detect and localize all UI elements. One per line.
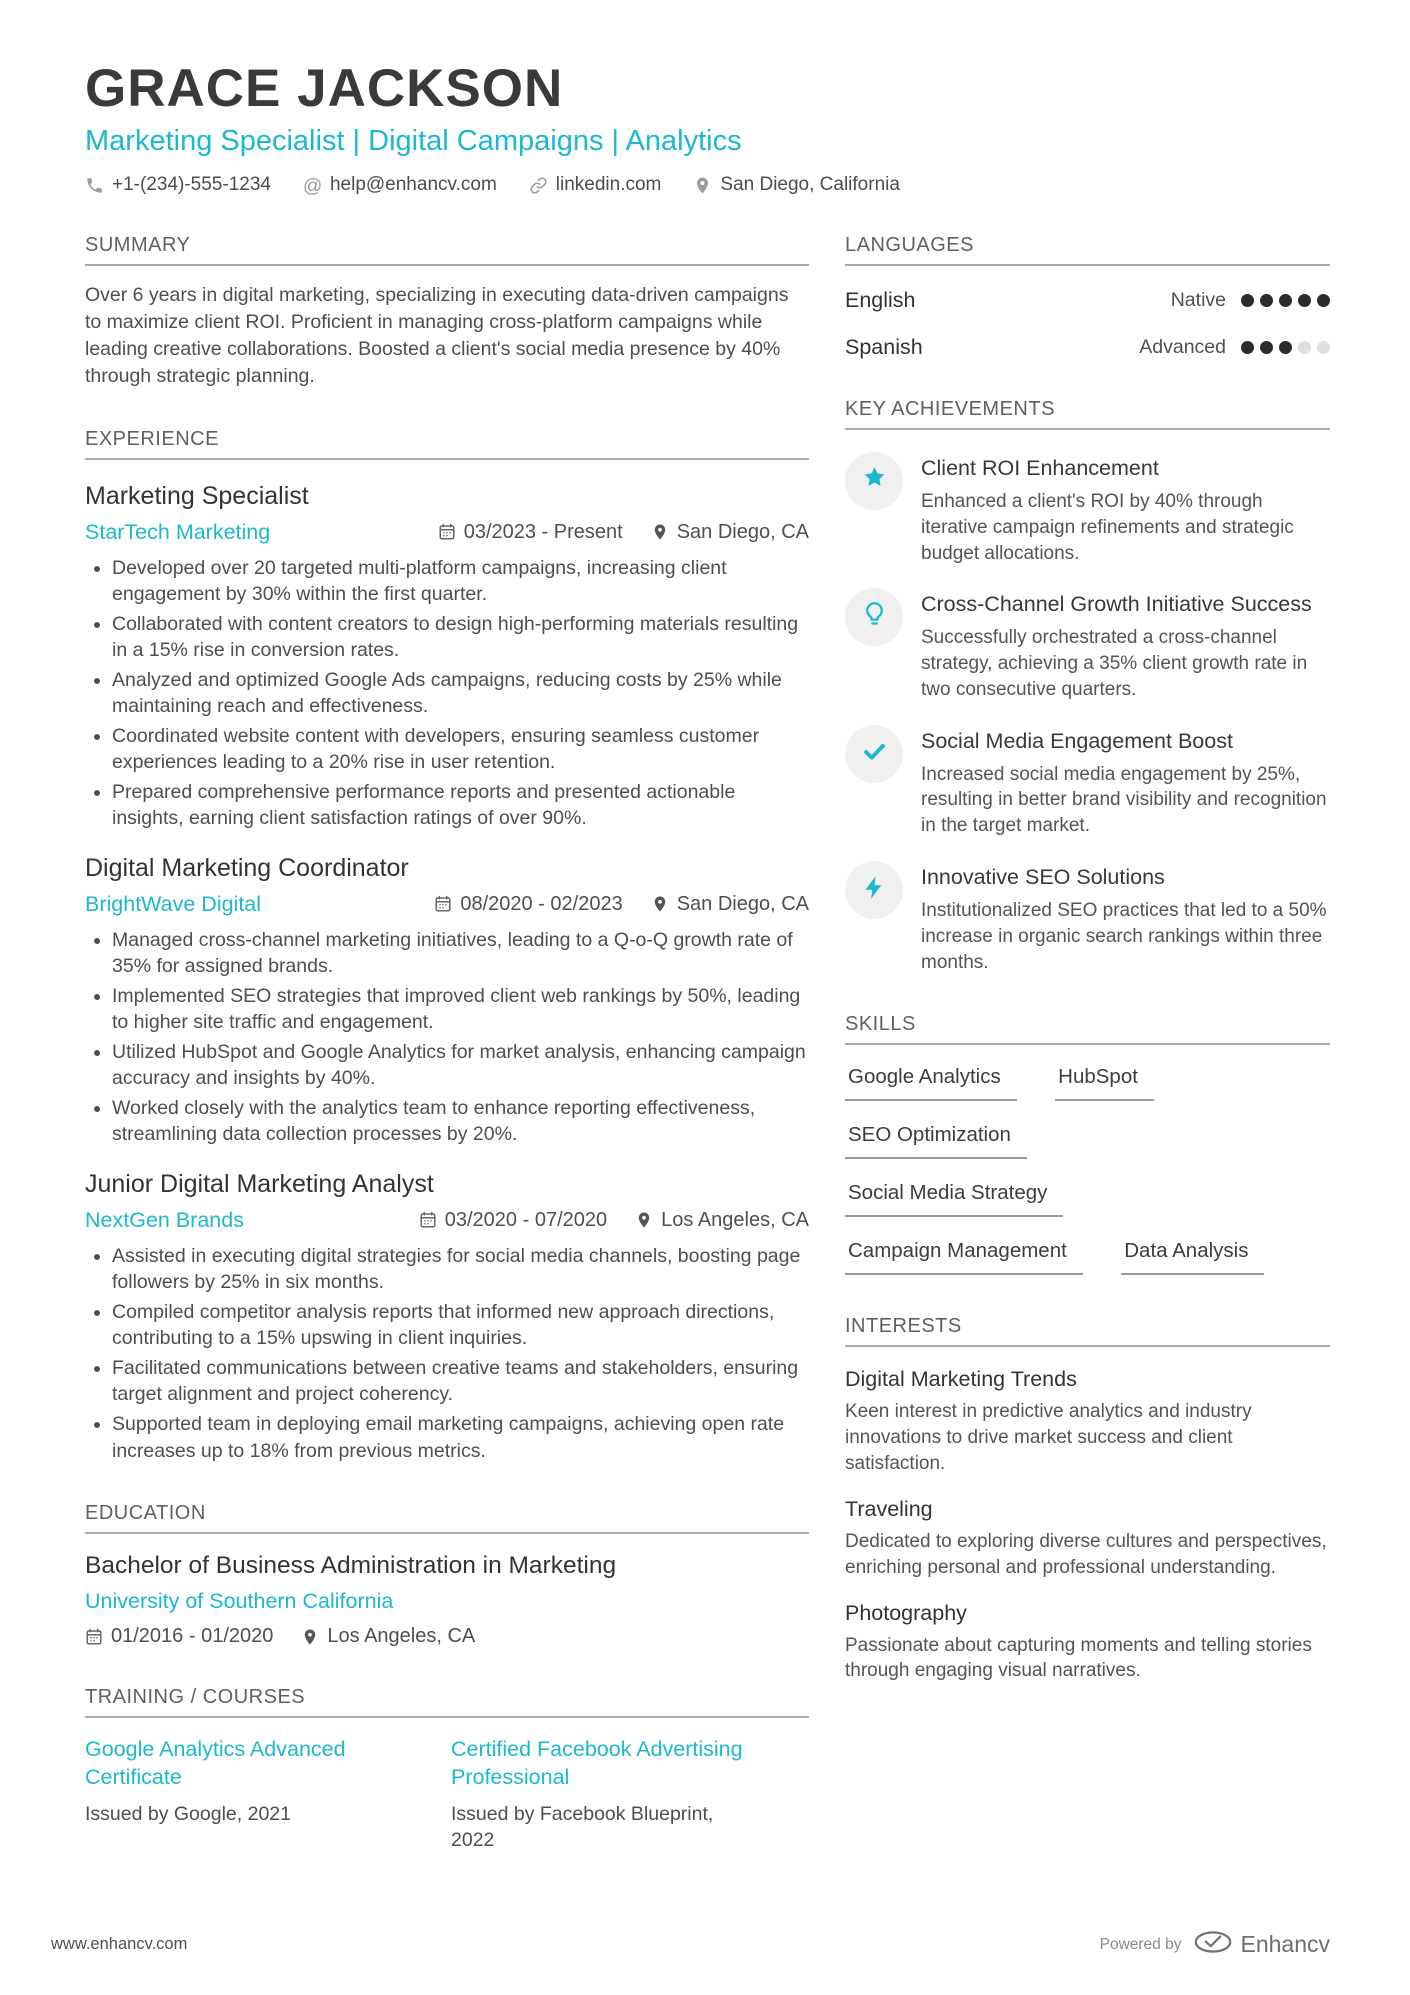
language-name: English <box>845 288 916 312</box>
calendar-icon <box>85 1628 103 1646</box>
job-bullet: • Assisted in executing digital strategies for social media channels, boosting page followers by 25% in six months. <box>112 1243 809 1296</box>
lightbulb-icon <box>861 601 888 633</box>
language-proficiency-dots <box>1241 294 1330 307</box>
course-entry <box>85 1736 395 1853</box>
job-entry <box>85 1170 809 1464</box>
calendar-icon <box>419 1211 437 1229</box>
job-bullet: • Worked closely with the analytics team to enhance reporting effectiveness, streamlining data collection processes by 20%. <box>112 1095 809 1148</box>
interest-title: Traveling <box>845 1496 933 1521</box>
footer-site-link[interactable]: www.enhancv.com <box>51 1935 188 1953</box>
experience-heading: EXPERIENCE <box>85 428 809 460</box>
language-proficiency-dots <box>1241 341 1330 354</box>
enhancv-brand-name: Enhancv <box>1240 1931 1330 1957</box>
calendar-icon <box>434 895 452 913</box>
bolt-icon <box>861 874 888 906</box>
achievement-text: Institutionalized SEO practices that led to a 50% increase in organic search rankings within three months. <box>921 899 1327 973</box>
resume-header <box>85 58 1330 196</box>
interest-entry <box>845 1367 1330 1476</box>
skill-item: Social Media Strategy <box>845 1181 1063 1217</box>
contact-location <box>693 174 900 196</box>
interest-title: Photography <box>845 1600 967 1625</box>
job-company: NextGen Brands <box>85 1207 244 1232</box>
achievement-title: Cross-Channel Growth Initiative Success <box>921 592 1312 617</box>
course-name: Certified Facebook Advertising Professional <box>451 1737 743 1789</box>
course-entry <box>451 1736 761 1853</box>
achievement-entry <box>845 861 1330 975</box>
achievement-badge <box>845 861 903 919</box>
star-icon <box>861 465 888 497</box>
page-footer <box>51 1896 1330 1969</box>
job-location: Los Angeles, CA <box>635 1209 809 1232</box>
job-location: San Diego, CA <box>651 521 809 544</box>
job-bullet: • Compiled competitor analysis reports that informed new approach directions, contributing to a 15% upswing in client inquiries. <box>112 1299 809 1352</box>
skill-item: SEO Optimization <box>845 1123 1027 1159</box>
calendar-icon <box>438 523 456 541</box>
achievement-badge <box>845 452 903 510</box>
job-dates: 08/2020 - 02/2023 <box>434 893 622 916</box>
achievement-entry <box>845 588 1330 702</box>
candidate-name: GRACE JACKSON <box>85 59 564 118</box>
skills-row <box>845 1103 1330 1161</box>
job-bullet: • Implemented SEO strategies that improved client web rankings by 50%, leading to higher site traffic and engagement. <box>112 983 809 1036</box>
job-title: Junior Digital Marketing Analyst <box>85 1169 434 1198</box>
interest-text: Keen interest in predictive analytics and industry innovations to drive market success and client satisfaction. <box>845 1401 1252 1475</box>
job-title: Marketing Specialist <box>85 481 309 510</box>
link-icon <box>529 176 548 195</box>
skills-heading: SKILLS <box>845 1013 1330 1045</box>
education-heading: EDUCATION <box>85 1502 809 1534</box>
job-bullet: • Developed over 20 targeted multi-platform campaigns, increasing client engagement by 30% within the first quarter. <box>112 555 809 608</box>
contact-location-value: San Diego, California <box>720 174 900 195</box>
job-bullet: • Facilitated communications between creative teams and stakeholders, ensuring target alignment and project coherency. <box>112 1355 809 1408</box>
right-column <box>845 204 1330 1853</box>
summary-text: Over 6 years in digital marketing, specializing in executing data-driven campaigns to maximize client ROI. Proficient in managing cross-platform campaigns while leading creative collaborations. Boosted a client's social media presence by 40% through strategic planning. <box>85 284 789 387</box>
course-issued: Issued by Facebook Blueprint, 2022 <box>451 1802 714 1851</box>
course-issued: Issued by Google, 2021 <box>85 1802 291 1825</box>
job-bullet: • Utilized HubSpot and Google Analytics for market analysis, enhancing campaign accuracy and insights by 40%. <box>112 1039 809 1092</box>
contact-row <box>85 174 1330 196</box>
powered-by-label: Powered by <box>1099 1935 1182 1953</box>
job-bullets <box>85 927 809 1148</box>
skill-item: Data Analysis <box>1121 1239 1264 1275</box>
achievement-text: Increased social media engagement by 25%, resulting in better brand visibility and recognition in the target market. <box>921 763 1327 837</box>
pin-icon <box>693 176 712 195</box>
job-company: BrightWave Digital <box>85 891 262 916</box>
interests-heading: INTERESTS <box>845 1315 1330 1347</box>
education-school: University of Southern California <box>85 1589 394 1614</box>
course-name: Google Analytics Advanced Certificate <box>85 1737 346 1789</box>
contact-phone <box>85 174 271 196</box>
phone-icon <box>85 176 104 195</box>
contact-email-value: help@enhancv.com <box>329 174 497 195</box>
left-column <box>85 204 809 1853</box>
language-level: Native <box>1170 289 1226 311</box>
job-location: San Diego, CA <box>651 893 809 916</box>
education-degree: Bachelor of Business Administration in Marketing <box>85 1552 617 1580</box>
language-name: Spanish <box>845 335 923 359</box>
check-icon <box>861 738 888 770</box>
interest-text: Dedicated to exploring diverse cultures and perspectives, enriching personal and professional understanding. <box>845 1530 1327 1578</box>
job-title: Digital Marketing Coordinator <box>85 853 409 882</box>
contact-linkedin-value: linkedin.com <box>555 174 662 195</box>
language-row <box>845 335 1330 360</box>
achievement-title: Innovative SEO Solutions <box>921 865 1165 890</box>
job-bullet: • Analyzed and optimized Google Ads campaigns, reducing costs by 25% while maintaining reach and effectiveness. <box>112 667 809 720</box>
interest-title: Digital Marketing Trends <box>845 1367 1077 1392</box>
achievement-badge <box>845 725 903 783</box>
interest-text: Passionate about capturing moments and telling stories through engaging visual narratives. <box>845 1634 1312 1682</box>
achievement-text: Enhanced a client's ROI by 40% through iterative campaign refinements and strategic budget allocations. <box>921 490 1294 564</box>
achievement-entry <box>845 452 1330 566</box>
contact-phone-value: +1-(234)-555-1234 <box>112 174 271 195</box>
contact-linkedin[interactable] <box>529 174 662 196</box>
skill-item: HubSpot <box>1055 1065 1154 1101</box>
candidate-headline: Marketing Specialist | Digital Campaigns | Analytics <box>85 125 742 157</box>
achievement-title: Client ROI Enhancement <box>921 456 1159 480</box>
languages-heading: LANGUAGES <box>845 234 1330 266</box>
job-bullet: • Coordinated website content with developers, ensuring seamless customer experiences leading to a 20% rise in user retention. <box>112 723 809 776</box>
job-company: StarTech Marketing <box>85 519 271 544</box>
language-row <box>845 288 1330 313</box>
pin-icon <box>651 895 669 913</box>
job-bullet: • Managed cross-channel marketing initiatives, leading to a Q-o-Q growth rate of 35% for assigned brands. <box>112 927 809 980</box>
job-dates: 03/2020 - 07/2020 <box>419 1209 607 1232</box>
job-bullet: • Collaborated with content creators to design high-performing materials resulting in a 15% rise in conversion rates. <box>112 611 809 664</box>
at-icon: @ <box>302 175 323 197</box>
pin-icon <box>301 1628 319 1646</box>
job-bullets <box>85 555 809 832</box>
skill-item: Campaign Management <box>845 1239 1083 1275</box>
achievement-entry <box>845 725 1330 839</box>
achievement-title: Social Media Engagement Boost <box>921 728 1233 753</box>
training-heading: TRAINING / COURSES <box>85 1686 809 1718</box>
education-entry <box>85 1552 809 1648</box>
achievements-heading: KEY ACHIEVEMENTS <box>845 398 1330 430</box>
interest-entry <box>845 1497 1330 1581</box>
education-location: Los Angeles, CA <box>301 1625 475 1648</box>
job-entry <box>85 854 809 1148</box>
contact-email[interactable] <box>303 174 497 196</box>
skills-row <box>845 1045 1330 1103</box>
skills-row <box>845 1219 1330 1277</box>
skills-row <box>845 1161 1330 1219</box>
job-entry <box>85 482 809 832</box>
job-bullets <box>85 1243 809 1464</box>
enhancv-logo-icon <box>1193 1930 1233 1959</box>
job-dates: 03/2023 - Present <box>438 521 623 544</box>
courses <box>85 1736 809 1853</box>
skill-item: Google Analytics <box>845 1065 1017 1101</box>
pin-icon <box>635 1211 653 1229</box>
achievement-text: Successfully orchestrated a cross-channel strategy, achieving a 35% client growth rate in two consecutive quarters. <box>921 627 1308 700</box>
enhancv-brand <box>1193 1930 1330 1959</box>
achievement-badge <box>845 588 903 646</box>
summary-heading: SUMMARY <box>85 234 809 266</box>
interest-entry <box>845 1601 1330 1685</box>
education-dates: 01/2016 - 01/2020 <box>85 1625 273 1648</box>
job-bullet: • Prepared comprehensive performance reports and presented actionable insights, earning client satisfaction ratings of over 90%. <box>112 779 809 832</box>
job-bullet: • Supported team in deploying email marketing campaigns, achieving open rate increases up to 18% from previous metrics. <box>112 1411 809 1464</box>
language-level: Advanced <box>1139 336 1226 358</box>
pin-icon <box>651 523 669 541</box>
